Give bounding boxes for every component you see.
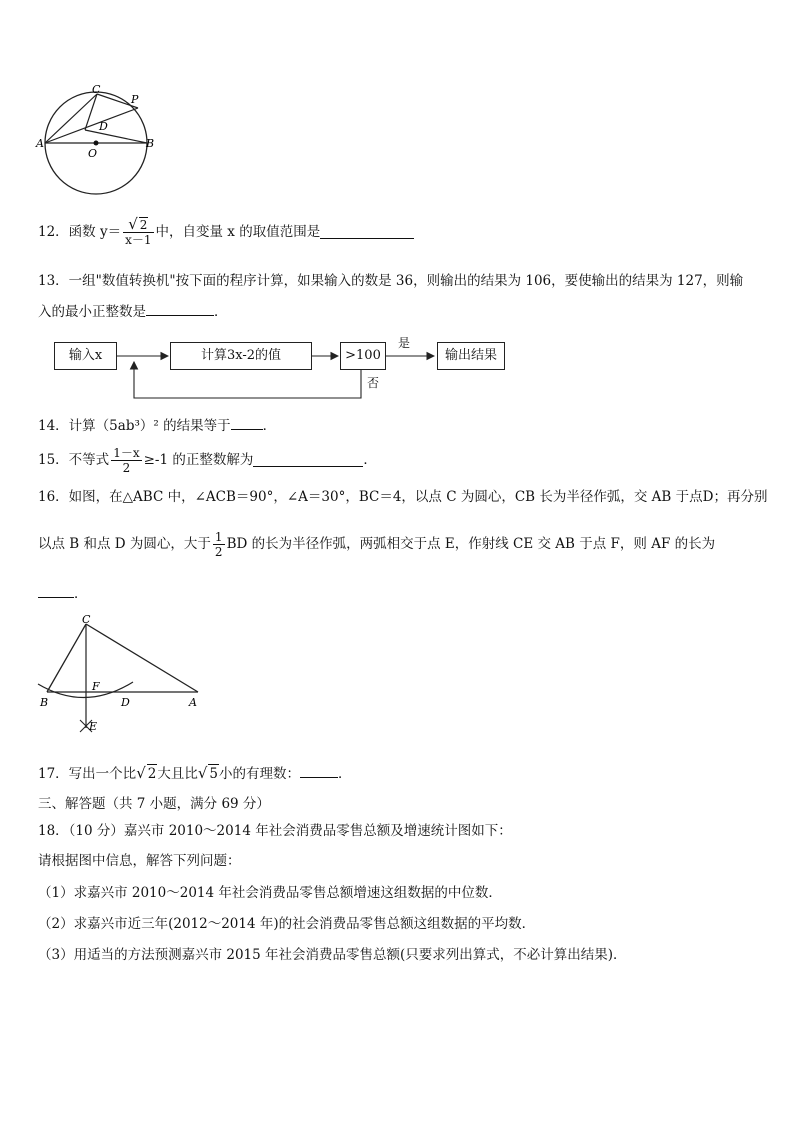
q16-den: 2 bbox=[214, 544, 223, 559]
q16-fraction bbox=[213, 530, 225, 559]
label-c: C bbox=[82, 613, 91, 626]
question-18-intro: 18．（10 分）嘉兴市 2010～2014 年社会消费品零售总额及增速统计图如下： bbox=[38, 823, 512, 839]
label-o: O bbox=[88, 147, 98, 160]
question-14 bbox=[38, 416, 276, 435]
q14-answer-blank[interactable] bbox=[231, 416, 263, 430]
q15-mid: ≥-1 的正整数解为 bbox=[143, 452, 254, 468]
q13-line2-prefix: 入的最小正整数是 bbox=[38, 304, 146, 320]
circle-figure bbox=[30, 80, 170, 195]
q17-mid: 大且比 bbox=[157, 766, 198, 782]
q15-answer-blank[interactable] bbox=[253, 453, 363, 467]
q12-num: 2 bbox=[139, 218, 148, 232]
q13-line2-suffix: ． bbox=[214, 304, 228, 320]
label-a: A bbox=[36, 137, 44, 150]
section-3-title: 三、解答题（共 7 小题，满分 69 分） bbox=[38, 796, 270, 812]
question-16-line2 bbox=[38, 524, 715, 564]
flow-compare-box: >100 bbox=[340, 342, 386, 370]
q15-suffix: ． bbox=[363, 452, 377, 468]
q12-answer-blank[interactable] bbox=[320, 225, 414, 239]
flow-input-box: 输入x bbox=[54, 342, 117, 370]
q17-suffix: 小的有理数： bbox=[219, 766, 300, 782]
question-18-part2: （2）求嘉兴市近三年(2012～2014 年)的社会消费品零售总额这组数据的平均数． bbox=[38, 916, 536, 932]
q16-line2-prefix: 以点 B 和点 D 为圆心，大于 bbox=[38, 536, 211, 552]
question-16-line3 bbox=[38, 584, 88, 603]
question-15 bbox=[38, 440, 377, 480]
question-16-line1: 16．如图，在△ABC 中，∠ACB＝90°，∠A＝30°，BC＝4，以点 C 为圆心，CB 长为半径作弧，交 AB 于点D；再分别 bbox=[38, 489, 768, 505]
question-18-ask: 请根据图中信息，解答下列问题： bbox=[38, 853, 241, 869]
q17-end: ． bbox=[338, 766, 352, 782]
q12-den: x－1 bbox=[125, 233, 152, 247]
q12-suffix: 中，自变量 x 的取值范围是 bbox=[155, 224, 321, 240]
question-13-line2 bbox=[38, 302, 228, 321]
question-18-part3: （3）用适当的方法预测嘉兴市 2015 年社会消费品零售总额(只要求列出算式，不必计算出结果)． bbox=[38, 947, 627, 963]
label-p: P bbox=[131, 93, 139, 106]
label-f: F bbox=[92, 680, 100, 693]
question-17: 17．写出一个比√ 2大且比√ 5小的有理数： ． bbox=[38, 764, 352, 782]
triangle-figure bbox=[30, 612, 210, 737]
flow-yes-label: 是 bbox=[398, 336, 411, 350]
question-12 bbox=[38, 214, 414, 250]
label-e: E bbox=[89, 720, 98, 733]
flow-compute-box: 计算3x-2的值 bbox=[170, 342, 312, 370]
q15-num: 1－x bbox=[113, 445, 140, 460]
label-b: B bbox=[146, 137, 155, 150]
label-c: C bbox=[92, 83, 101, 96]
flowchart-arrows bbox=[0, 0, 794, 410]
q12-fraction: $\frac{√ 2}{x-1}$ bbox=[125, 215, 152, 247]
q17-root-2: 5 bbox=[209, 766, 218, 782]
flow-no-label: 否 bbox=[367, 376, 380, 390]
label-d: D bbox=[121, 696, 130, 709]
q14-suffix: ． bbox=[262, 418, 277, 434]
q15-den: 2 bbox=[122, 460, 131, 475]
q14-prefix: 14．计算（5ab³）² 的结果等于 bbox=[38, 418, 231, 434]
q13-answer-blank[interactable] bbox=[146, 302, 214, 316]
q16-num: 1 bbox=[214, 529, 223, 544]
label-b: B bbox=[40, 696, 49, 709]
q12-prefix: 12．函数 y＝ bbox=[38, 224, 122, 240]
q15-fraction bbox=[111, 446, 141, 475]
label-a: A bbox=[189, 696, 197, 709]
flow-output-box: 输出结果 bbox=[437, 342, 505, 370]
label-d: D bbox=[99, 120, 108, 133]
q15-prefix: 15．不等式 bbox=[38, 452, 110, 468]
q17-prefix: 17．写出一个比 bbox=[38, 766, 137, 782]
q16-line3-suffix: ． bbox=[74, 586, 88, 602]
question-13-line1: 13．一组"数值转换机"按下面的程序计算，如果输入的数是 36，则输出的结果为 106，要使输出的结果为 127，则输 bbox=[38, 273, 744, 289]
question-18-part1: （1）求嘉兴市 2010～2014 年社会消费品零售总额增速这组数据的中位数． bbox=[38, 885, 502, 901]
q16-line2-suffix: BD 的长为半径作弧，两弧相交于点 E，作射线 CE 交 AB 于点 F，则 AF 的长为 bbox=[226, 536, 716, 552]
q17-root-1: 2 bbox=[147, 766, 157, 782]
q16-answer-blank[interactable] bbox=[38, 584, 74, 598]
q17-answer-blank[interactable] bbox=[300, 764, 338, 778]
